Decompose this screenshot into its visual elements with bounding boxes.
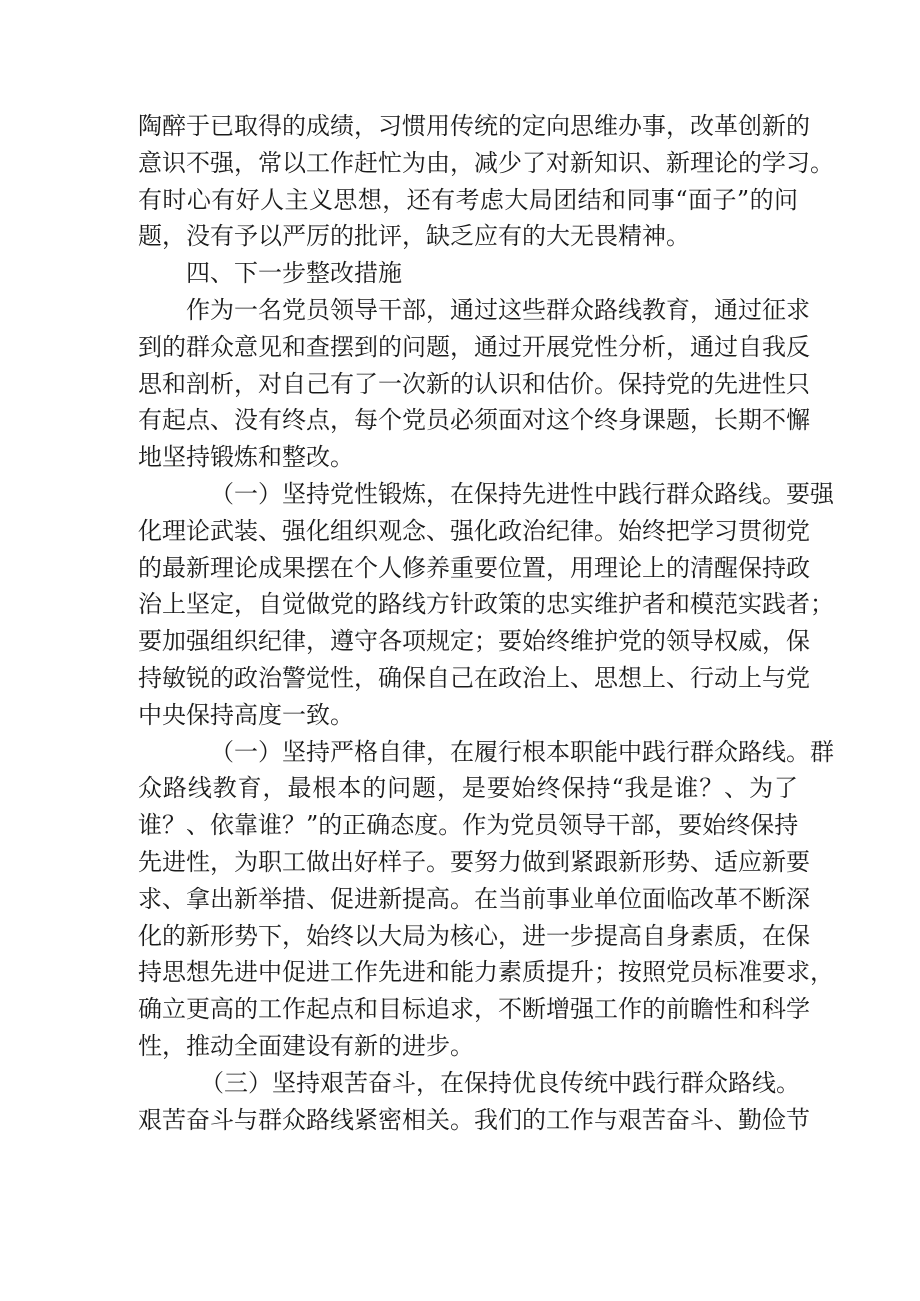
subsection-heading: （三）坚持艰苦奋斗，在保持优良传统中践行群众路线。 xyxy=(200,1068,800,1097)
text-line: 艰苦奋斗与群众路线紧密相关。我们的工作与艰苦奋斗、勤俭节 xyxy=(138,1105,810,1134)
subsection-heading: （一）坚持党性锻炼，在保持先进性中践行群众路线。要强 xyxy=(210,479,834,508)
text-line: 化理论武装、强化组织观念、强化政治纪律。始终把学习贯彻党 xyxy=(138,516,810,545)
text-line: 中央保持高度一致。 xyxy=(138,700,354,729)
text-line: 持敏锐的政治警觉性，确保自己在政治上、思想上、行动上与党 xyxy=(138,663,810,692)
text-line: 意识不强，常以工作赶忙为由，减少了对新知识、新理论的学习。 xyxy=(138,148,834,177)
text-line: 求、拿出新举措、促进新提高。在当前事业单位面临改革不断深 xyxy=(138,884,810,913)
text-line: 持思想先进中促进工作先进和能力素质提升；按照党员标准要求， xyxy=(138,958,834,987)
text-line: 作为一名党员领导干部，通过这些群众路线教育，通过征求 xyxy=(186,295,810,324)
text-line: 题，没有予以严厉的批评，缺乏应有的大无畏精神。 xyxy=(138,222,690,251)
text-line: 性，推动全面建设有新的进步。 xyxy=(138,1031,474,1060)
text-line: 有起点、没有终点，每个党员必须面对这个终身课题，长期不懈 xyxy=(138,406,810,435)
text-line: 地坚持锻炼和整改。 xyxy=(138,443,354,472)
section-heading: 四、下一步整改措施 xyxy=(186,259,402,288)
text-line: 要加强组织纪律，遵守各项规定；要始终维护党的领导权威，保 xyxy=(138,627,810,656)
text-line: 确立更高的工作起点和目标追求，不断增强工作的前瞻性和科学 xyxy=(138,995,810,1024)
subsection-heading: （一）坚持严格自律，在履行根本职能中践行群众路线。群 xyxy=(210,737,834,766)
text-line: 的最新理论成果摆在个人修养重要位置，用理论上的清醒保持政 xyxy=(138,553,810,582)
document-body xyxy=(138,108,834,1138)
text-line: 有时心有好人主义思想，还有考虑大局团结和同事“面子”的问 xyxy=(138,185,798,214)
text-line: 到的群众意见和查摆到的问题，通过开展党性分析，通过自我反 xyxy=(138,332,810,361)
text-line: 先进性，为职工做出好样子。要努力做到紧跟新形势、适应新要 xyxy=(138,847,810,876)
text-line: 陶醉于已取得的成绩，习惯用传统的定向思维办事，改革创新的 xyxy=(138,112,810,140)
text-line: 谁？、依靠谁？”的正确态度。作为党员领导干部，要始终保持 xyxy=(138,811,799,840)
text-line: 化的新形势下，始终以大局为核心，进一步提高自身素质，在保 xyxy=(138,921,810,950)
text-line: 众路线教育，最根本的问题，是要始终保持“我是谁？、为了 xyxy=(138,774,798,803)
text-line: 治上坚定，自觉做党的路线方针政策的忠实维护者和模范实践者； xyxy=(138,590,834,619)
text-line: 思和剖析，对自己有了一次新的认识和估价。保持党的先进性只 xyxy=(138,369,810,398)
